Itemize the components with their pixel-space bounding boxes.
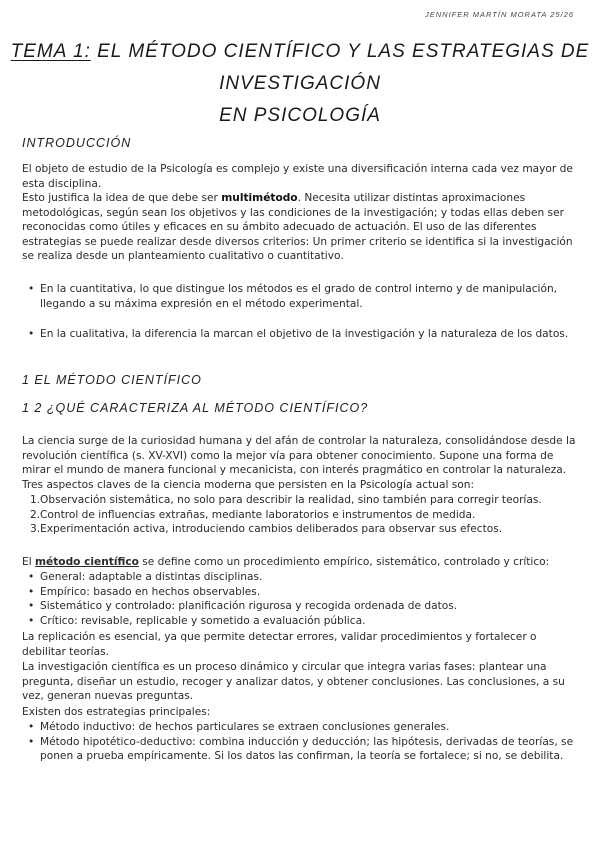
section-paragraph-1: La ciencia surge de la curiosidad humana y del afán de controlar la naturaleza, consolidándose desde la revolución científica (s. XV-XVI) como la mejor vía para obtener conocimiento. Supone una forma de mirar el mundo de manera funcional y mecanicista, con interés pragmático en controlar la naturaleza. <box>22 435 576 477</box>
intro-paragraph-2 <box>22 191 582 264</box>
item-text: Control de influencias extrañas, mediante laboratorios e instrumentos de medida. <box>40 508 476 521</box>
list-item <box>22 493 582 508</box>
title-line2: EN PSICOLOGÍA <box>219 105 381 126</box>
list-item: • Empírico: basado en hechos observables. <box>22 585 582 600</box>
list-item <box>22 522 582 537</box>
section-1-2-heading: 1 2 ¿QUÉ CARACTERIZA AL MÉTODO CIENTÍFICO? <box>22 401 369 415</box>
list-item: • Crítico: revisable, replicable y sometido a evaluación pública. <box>22 614 582 629</box>
list-item: • En la cualitativa, la diferencia la marcan el objetivo de la investigación y la naturaleza de los datos. <box>22 327 582 342</box>
author-header: JENNIFER MARTÍN MORATA 25/26 <box>425 10 574 19</box>
intro-heading: INTRODUCCIÓN <box>22 136 132 150</box>
traits-list <box>22 570 582 628</box>
list-item: • En la cuantitativa, lo que distingue los métodos es el grado de control interno y de manipulación, llegando a su máxima expresión en el método experimental. <box>22 282 582 311</box>
section-1-heading: 1 EL MÉTODO CIENTÍFICO <box>22 373 202 387</box>
section-paragraph-2: Tres aspectos claves de la ciencia moderna que persisten en la Psicología actual son: <box>22 479 475 491</box>
intro-bullet-list <box>22 282 582 311</box>
list-item: • Método inductivo: de hechos particulares se extraen conclusiones generales. <box>22 720 582 735</box>
item-text: Observación sistemática, no solo para describir la realidad, sino también para corregir teorías. <box>40 494 542 506</box>
item-number: 3. <box>30 523 41 536</box>
def-before: El <box>22 556 36 568</box>
strategies-list <box>22 720 582 764</box>
aspects-numbered-list <box>22 493 582 537</box>
title-lead: TEMA 1: <box>10 41 91 62</box>
list-item: • General: adaptable a distintas disciplinas. <box>22 570 582 585</box>
page-title <box>0 36 600 132</box>
strategies-intro: Existen dos estrategias principales: <box>22 706 211 718</box>
list-item <box>22 508 582 523</box>
process-paragraph: La investigación científica es un proceso dinámico y circular que integra varias fases: plantear una pregunta, diseñar un estudio, recoger y analizar datos, y obtener conclusiones. Las conclusiones, a su vez, generan nuevas preguntas. <box>22 661 565 703</box>
def-after: se define como un procedimiento empírico, sistemático, controlado y crítico: <box>138 556 550 568</box>
list-item: • Método hipotético-deductivo: combina inducción y deducción; las hipótesis, derivadas de teorías, se ponen a prueba empíricamente. Si los datos las confirman, la teoría se fortalece; si no, se debilita. <box>22 735 582 764</box>
list-item: • Sistemático y controlado: planificación rigurosa y recogida ordenada de datos. <box>22 599 582 614</box>
definition-paragraph <box>22 555 582 570</box>
intro-p2-after: . Necesita utilizar distintas aproximaciones metodológicas, según sean los objetivos y las condiciones de la investigación; y todas ellas deben ser reconocidas como útiles y eficaces en su ámbito adecuado de actuación. El uso de las diferentes estrategias se puede realizar desde diversos criterios: Un primer criterio se identifica si la investigación se realiza desde un planteamiento cualitativo o cuantitativo. <box>22 192 573 263</box>
intro-paragraph-1: El objeto de estudio de la Psicología es complejo y existe una diversificación interna cada vez mayor de esta disciplina. <box>22 163 573 190</box>
title-line1: EL MÉTODO CIENTÍFICO Y LAS ESTRATEGIAS DE INVESTIGACIÓN <box>90 41 590 94</box>
intro-p2-before: Esto justifica la idea de que debe ser <box>22 192 222 204</box>
replication-paragraph: La replicación es esencial, ya que permite detectar errores, validar procedimientos y fortalecer o debilitar teorías. <box>22 631 537 658</box>
item-number: 1. <box>30 494 41 506</box>
intro-p2-bold: multimétodo <box>221 192 298 204</box>
item-number: 2. <box>30 508 41 521</box>
def-keyword: método científico <box>35 556 139 568</box>
intro-bullet-list-2 <box>22 327 582 342</box>
item-text: Experimentación activa, introduciendo cambios deliberados para observar sus efectos. <box>40 523 503 536</box>
